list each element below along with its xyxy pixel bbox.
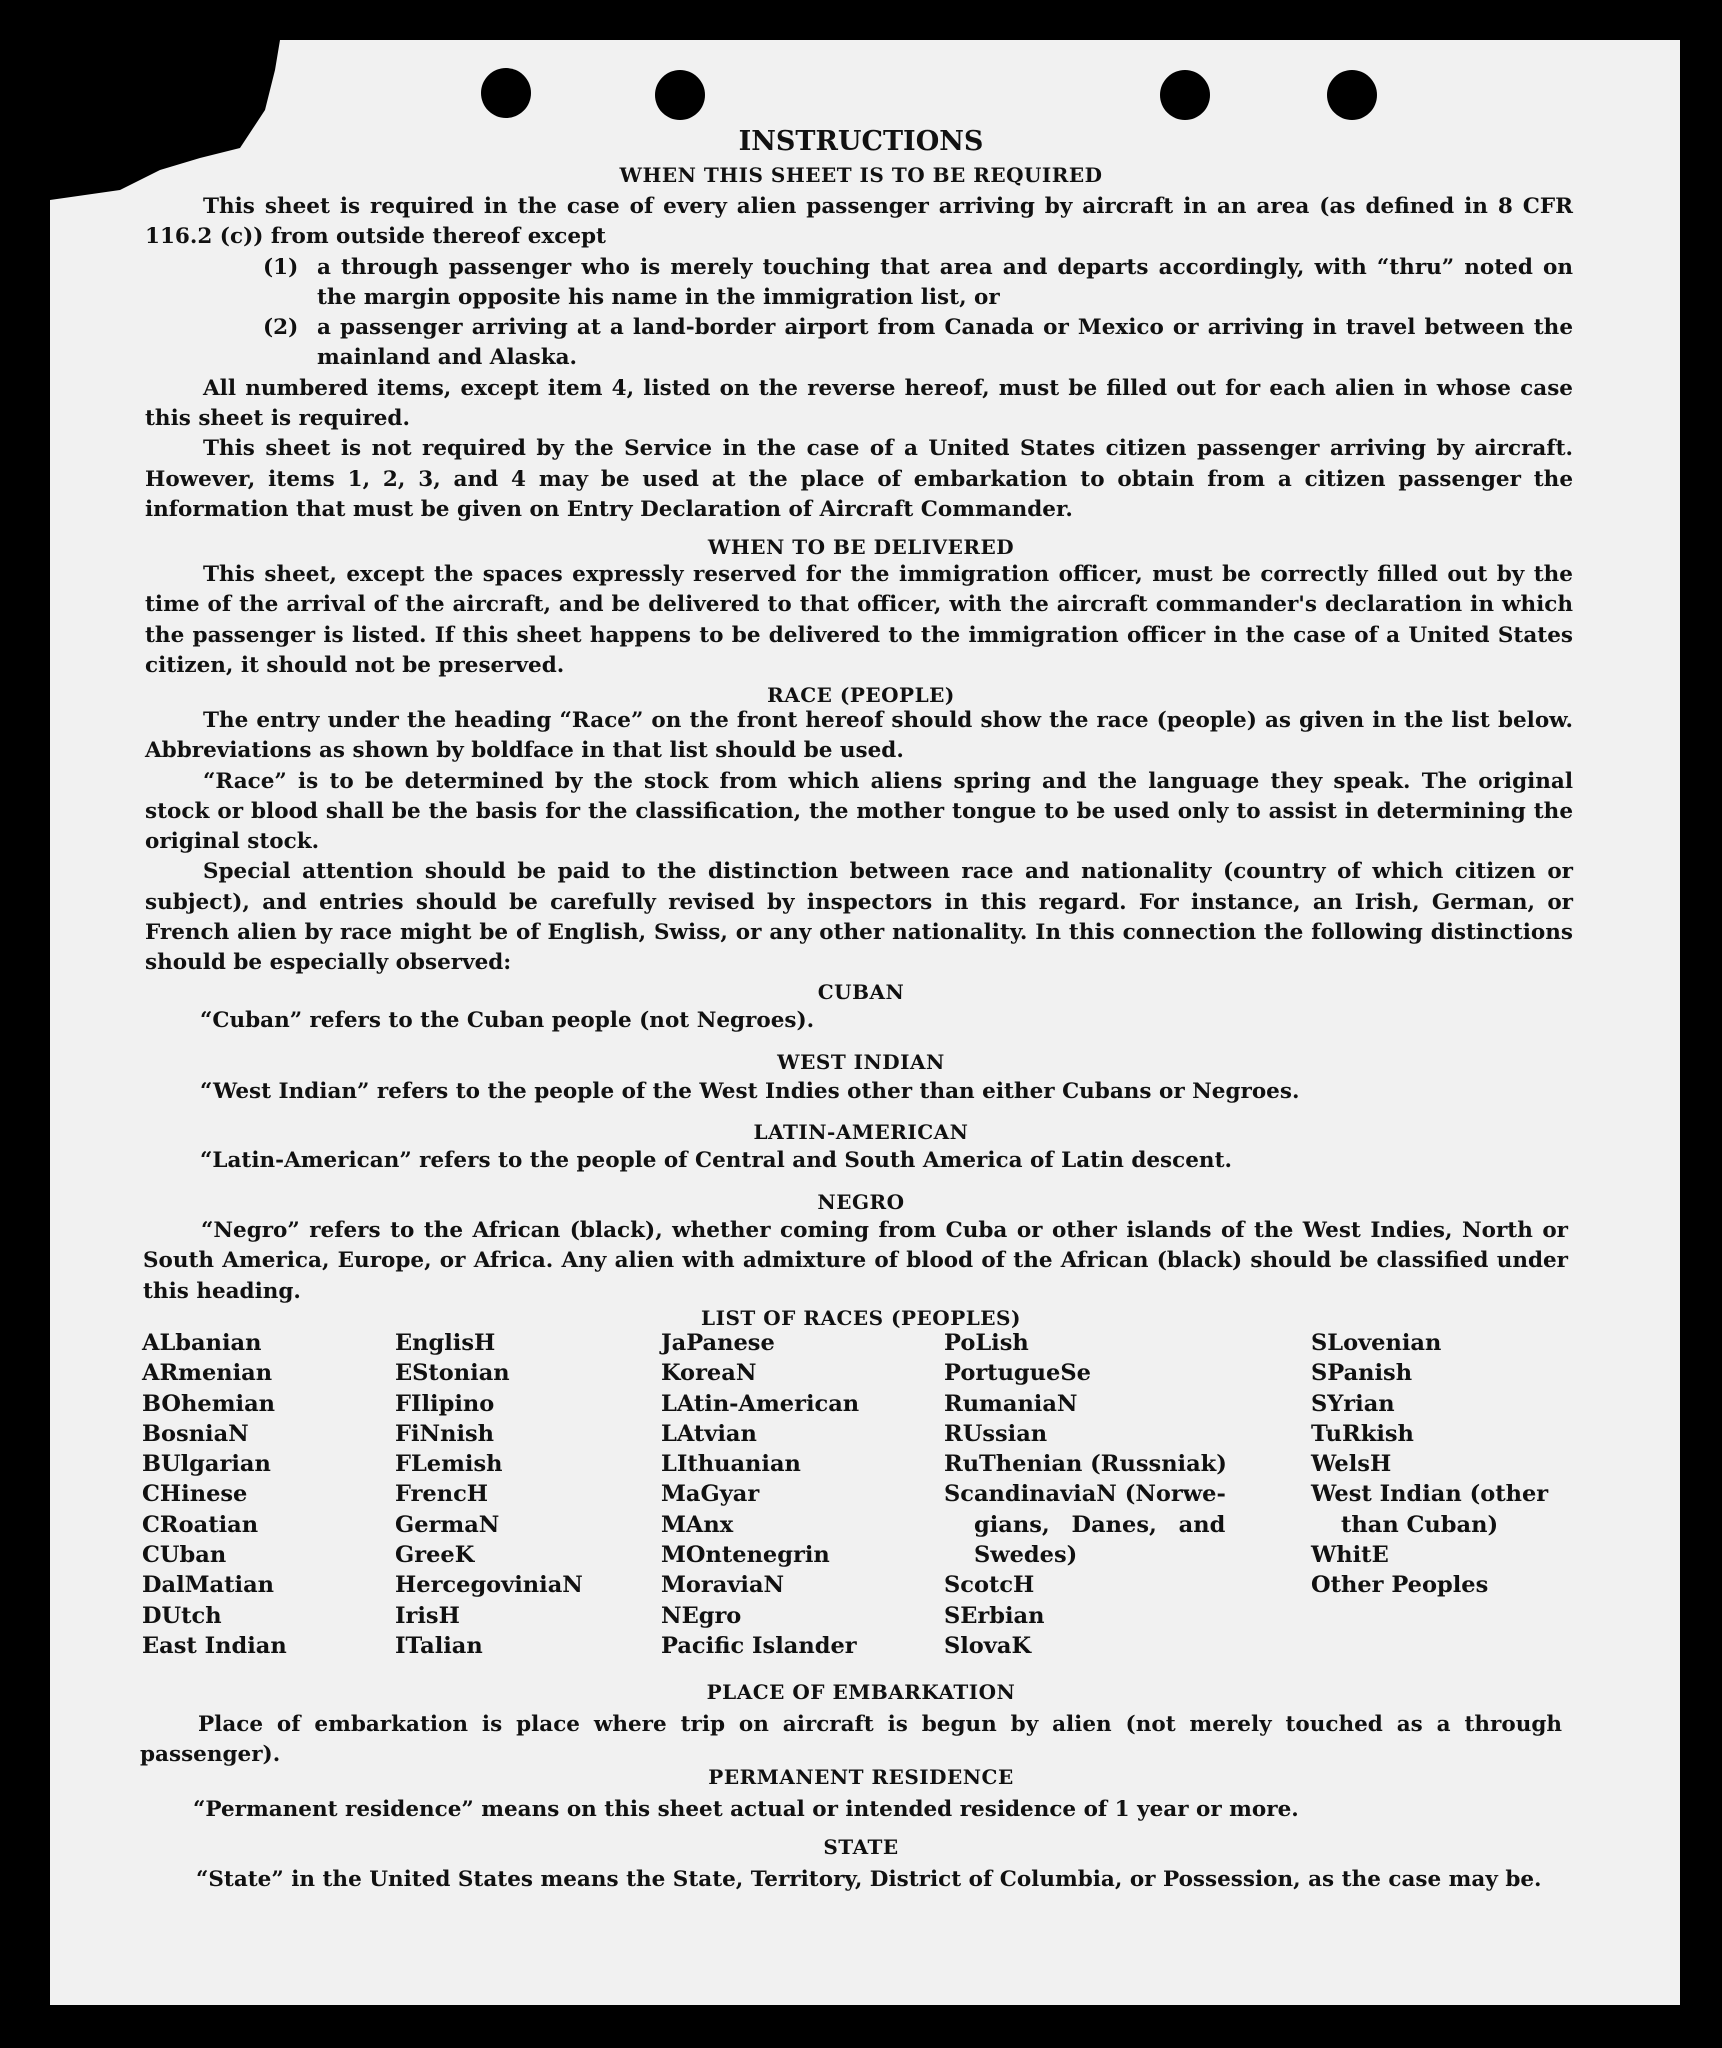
race-item: CRoatian: [142, 1511, 259, 1538]
race-item: MOntenegrin: [661, 1542, 830, 1569]
section-heading: WHEN THIS SHEET IS TO BE REQUIRED: [619, 163, 1103, 187]
race-item: PortugueSe: [944, 1360, 1091, 1387]
punch-hole: [481, 68, 531, 118]
race-item: BOhemian: [142, 1390, 276, 1417]
race-item: East Indian: [142, 1632, 287, 1659]
race-item: NEgro: [661, 1602, 742, 1629]
race-item: LAtin-American: [661, 1390, 860, 1417]
punch-hole: [1160, 70, 1210, 120]
race-column: [661, 1328, 859, 1661]
paragraph: “Latin-American” refers to the people of Central and South America of Latin descent.: [200, 1148, 1232, 1173]
race-item: SlovaK: [944, 1632, 1032, 1659]
paragraph: “West Indian” refers to the people of the West Indies other than either Cubans or Negroes.: [200, 1079, 1300, 1104]
race-item: GreeK: [395, 1542, 475, 1569]
race-item: EnglisH: [395, 1330, 496, 1356]
race-item: FiNnish: [395, 1420, 495, 1447]
race-item: TuRkish: [1311, 1420, 1414, 1447]
paragraph: All numbered items, except item 4, listed on the reverse hereof, must be filled out for each alien in whose case this sheet is required.: [145, 375, 1573, 432]
race-item: BosniaN: [142, 1420, 249, 1447]
race-item: BUlgarian: [142, 1451, 271, 1478]
punch-hole: [655, 70, 705, 120]
section-heading: NEGRO: [817, 1190, 905, 1214]
race-item: WhitE: [1311, 1542, 1389, 1569]
section-heading: WHEN TO BE DELIVERED: [707, 535, 1015, 559]
paragraph: “Permanent residence” means on this sheet actual or intended residence of 1 year or more.: [193, 1797, 1299, 1822]
race-column: [395, 1328, 583, 1661]
section-heading: WEST INDIAN: [777, 1050, 945, 1074]
race-item: FrencH: [395, 1481, 489, 1508]
section-heading: STATE: [823, 1835, 899, 1859]
race-item: ScotcH: [944, 1572, 1035, 1599]
race-item: ALbanian: [142, 1330, 262, 1356]
page-title: INSTRUCTIONS: [738, 126, 984, 157]
section-heading: RACE (PEOPLE): [767, 683, 955, 707]
paragraph: The entry under the heading “Race” on the front hereof should show the race (people) as given in the list below. Abbreviations as shown by boldface in that list should be used.: [145, 708, 1573, 764]
race-item: GermaN: [395, 1511, 500, 1538]
race-item: RumaniaN: [944, 1390, 1078, 1417]
paragraph: “Race” is to be determined by the stock from which aliens spring and the language they speak. The original stock or blood shall be the basis for the classification, the mother tongue to be used only to assist in determining the original stock.: [145, 768, 1573, 855]
race-item: Other Peoples: [1311, 1572, 1489, 1599]
race-item: ITalian: [395, 1632, 483, 1659]
race-item: LAtvian: [661, 1420, 757, 1447]
race-item: EStonian: [395, 1360, 510, 1387]
section-heading: PERMANENT RESIDENCE: [708, 1765, 1014, 1789]
race-item: HercegoviniaN: [395, 1572, 583, 1599]
race-item: CHinese: [142, 1481, 248, 1508]
race-item: RUssian: [944, 1420, 1048, 1447]
race-item: MAnx: [661, 1511, 734, 1538]
race-item: SErbian: [944, 1602, 1045, 1629]
paragraph: This sheet is required in the case of every alien passenger arriving by aircraft in an area (as defined in 8 CFR 116.2 (c)) from outside thereof except: [145, 194, 1573, 250]
numbered-item: [145, 253, 1573, 314]
section-heading: LIST OF RACES (PEOPLES): [701, 1306, 1021, 1330]
paragraph: This sheet is not required by the Service in the case of a United States citizen passenger arriving by aircraft. However, items 1, 2, 3, and 4 may be used at the place of embarkation to obtain from a citizen passenger the information that must be given on Entry Declaration of Aircraft Commander.: [145, 436, 1573, 522]
race-item: JaPanese: [661, 1330, 775, 1356]
race-item: LIthuanian: [661, 1451, 801, 1478]
numbered-item: [145, 313, 1573, 374]
race-item: ScandinaviaN (Norwe-: [944, 1481, 1226, 1508]
race-item: FIlipino: [395, 1390, 495, 1417]
race-item: MaGyar: [661, 1481, 760, 1508]
race-item-continued: than Cuban): [1341, 1511, 1499, 1538]
race-item: CUban: [142, 1542, 227, 1569]
race-column: [1311, 1328, 1548, 1601]
section-heading: PLACE OF EMBARKATION: [706, 1680, 1016, 1704]
paragraph: “Negro” refers to the African (black), whether coming from Cuba or other islands of the West Indies, North or South America, Europe, or Africa. Any alien with admixture of blood of the African (black) should be classified under this heading.: [143, 1218, 1568, 1304]
race-item: WelsH: [1311, 1451, 1392, 1478]
race-item: SPanish: [1311, 1360, 1413, 1387]
paragraph: “Cuban” refers to the Cuban people (not Negroes).: [200, 1008, 815, 1033]
race-item: West Indian (other: [1311, 1481, 1549, 1508]
paragraph: “State” in the United States means the State, Territory, District of Columbia, or Possession, as the case may be.: [196, 1867, 1542, 1892]
paragraph: This sheet, except the spaces expressly reserved for the immigration officer, must be correctly filled out by the time of the arrival of the aircraft, and be delivered to that officer, with the aircraft commander's declaration in which the passenger is listed. If this sheet happens to be delivered to the immigration officer in the case of a United States citizen, it should not be preserved.: [145, 562, 1573, 678]
race-item-continued: gians, Danes, and: [974, 1511, 1226, 1538]
race-item: DalMatian: [142, 1572, 275, 1599]
race-item: KoreaN: [661, 1360, 757, 1387]
race-item-continued: Swedes): [974, 1542, 1078, 1569]
paragraph: Special attention should be paid to the distinction between race and nationality (country of which citizen or subject), and entries should be carefully revised by inspectors in this regard. For instance, an Irish, German, or French alien by race might be of English, Swiss, or any other nationality. In this connection the following distinctions should be especially observed:: [145, 859, 1573, 976]
item-number: (2): [263, 315, 299, 341]
paragraph: Place of embarkation is place where trip on aircraft is begun by alien (not merely touched as a through passenger).: [140, 1712, 1562, 1768]
race-item: ARmenian: [142, 1360, 273, 1387]
race-column: [142, 1328, 287, 1661]
race-item: Pacific Islander: [661, 1632, 857, 1659]
race-item: SYrian: [1311, 1390, 1395, 1417]
punch-hole: [1327, 70, 1377, 120]
item-number: (1): [263, 254, 299, 280]
race-column: [944, 1328, 1227, 1661]
race-item: SLovenian: [1311, 1330, 1442, 1356]
race-item: IrisH: [395, 1602, 460, 1629]
section-heading: CUBAN: [817, 980, 905, 1004]
race-item: RuThenian (Russniak): [944, 1451, 1227, 1478]
item-text: a through passenger who is merely touching that area and departs accordingly, with “thru” noted on the margin opposite his name in the immigration list, or: [317, 254, 1573, 310]
item-text: a passenger arriving at a land-border airport from Canada or Mexico or arriving in travel between the mainland and Alaska.: [317, 315, 1573, 371]
race-item: PoLish: [944, 1330, 1029, 1356]
race-item: MoraviaN: [661, 1572, 785, 1599]
race-item: DUtch: [142, 1602, 222, 1629]
race-item: FLemish: [395, 1451, 503, 1478]
section-heading: LATIN-AMERICAN: [753, 1120, 969, 1144]
